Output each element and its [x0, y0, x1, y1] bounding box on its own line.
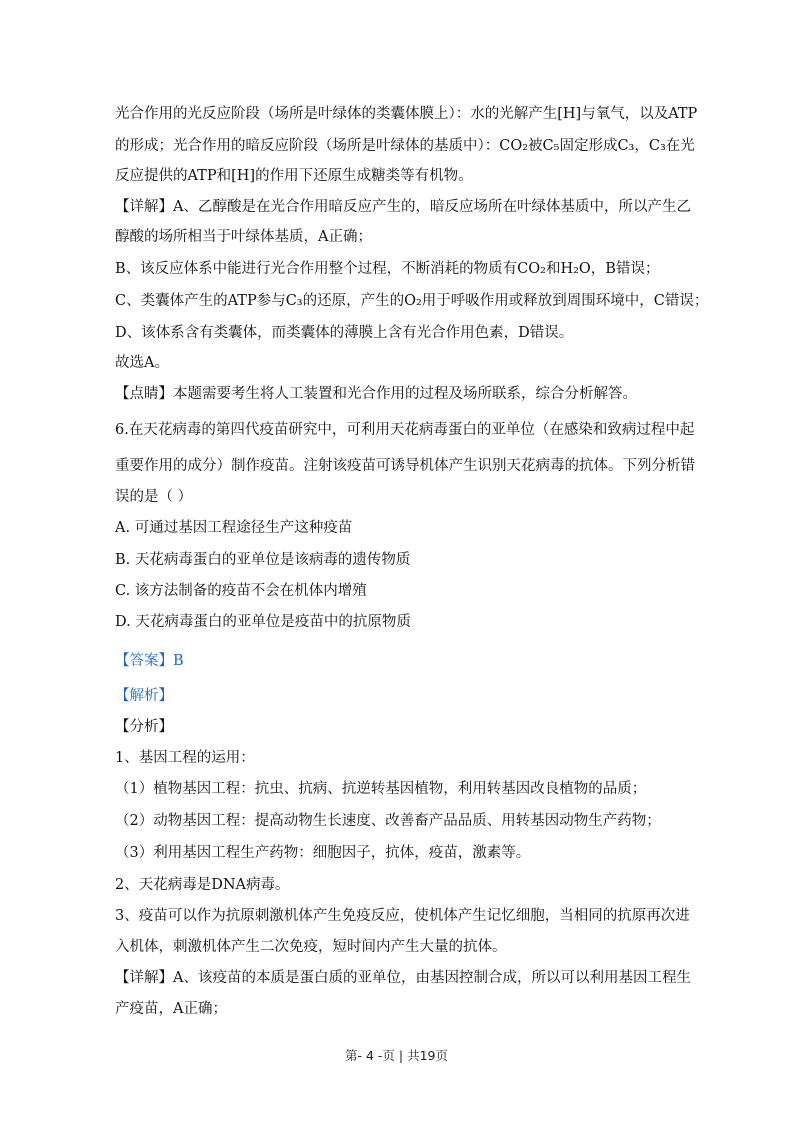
text-line: 【详解】A、乙醇酸是在光合作用暗反应产生的，暗反应场所在叶绿体基质中，所以产生乙 — [115, 199, 691, 215]
text-line: （2）动物基因工程：提高动物生长速度、改善畜产品品质、用转基因动物生产药物； — [115, 813, 661, 829]
text-line: 【分析】 — [115, 719, 173, 735]
text-line: 的形成；光合作用的暗反应阶段（场所是叶绿体的基质中）：CO₂被C₅固定形成C₃，C₃在光 — [115, 138, 695, 154]
text-line: D、该体系含有类囊体，而类囊体的薄膜上含有光合作用色素，D错误。 — [115, 325, 574, 341]
text-line: 产疫苗，A正确； — [115, 1001, 227, 1017]
text-line: （3）利用基因工程生产药物：细胞因子，抗体，疫苗，激素等。 — [115, 845, 531, 861]
text-line: 重要作用的成分）制作疫苗。注射该疫苗可诱导机体产生识别天花病毒的抗体。下列分析错 — [115, 458, 695, 474]
text-line: 【答案】B — [115, 653, 184, 669]
text-line: C. 该方法制备的疫苗不会在机体内增殖 — [115, 583, 367, 599]
text-line: 2、天花病毒是DNA病毒。 — [115, 877, 290, 893]
text-line: 光合作用的光反应阶段（场所是叶绿体的类囊体膜上）：水的光解产生[H]与氧气，以及ATP — [115, 106, 698, 122]
text-line: 入机体，刺激机体产生二次免疫，短时间内产生大量的抗体。 — [115, 939, 507, 955]
text-line: B、该反应体系中能进行光合作用整个过程，不断消耗的物质有CO₂和H₂O，B错误； — [115, 261, 660, 277]
text-line: 3、疫苗可以作为抗原刺激机体产生免疫反应，使机体产生记忆细胞，当相同的抗原再次进 — [115, 908, 690, 924]
text-line: 【点睛】本题需要考生将人工装置和光合作用的过程及场所联系，综合分析解答。 — [115, 386, 637, 402]
text-line: 1、基因工程的运用： — [115, 750, 255, 766]
text-line: A. 可通过基因工程途径生产这种疫苗 — [115, 520, 353, 536]
text-line: 故选A。 — [115, 355, 169, 371]
text-line: 醇酸的场所相当于叶绿体基质，A正确； — [115, 229, 372, 245]
text-line: C、类囊体产生的ATP参与C₃的还原，产生的O₂用于呼吸作用或释放到周围环境中，C错误； — [115, 293, 709, 309]
text-line: 6.在天花病毒的第四代疫苗研究中，可利用天花病毒蛋白的亚单位（在感染和致病过程中起 — [115, 422, 695, 438]
text-line: 误的是（ ） — [115, 489, 193, 505]
text-line: 【解析】 — [115, 688, 173, 704]
text-line: D. 天花病毒蛋白的亚单位是疫苗中的抗原物质 — [115, 614, 411, 630]
text-line: 反应提供的ATP和[H]的作用下还原生成糖类等有机物。 — [115, 168, 473, 184]
text-line: （1）植物基因工程：抗虫、抗病、抗逆转基因植物，利用转基因改良植物的品质； — [115, 781, 647, 797]
text-line: B. 天花病毒蛋白的亚单位是该病毒的遗传物质 — [115, 552, 411, 568]
page-footer: 第- 4 -页 | 共19页 — [345, 1048, 448, 1063]
text-line: 【详解】A、该疫苗的本质是蛋白质的亚单位，由基因控制合成，所以可以利用基因工程生 — [115, 970, 691, 986]
